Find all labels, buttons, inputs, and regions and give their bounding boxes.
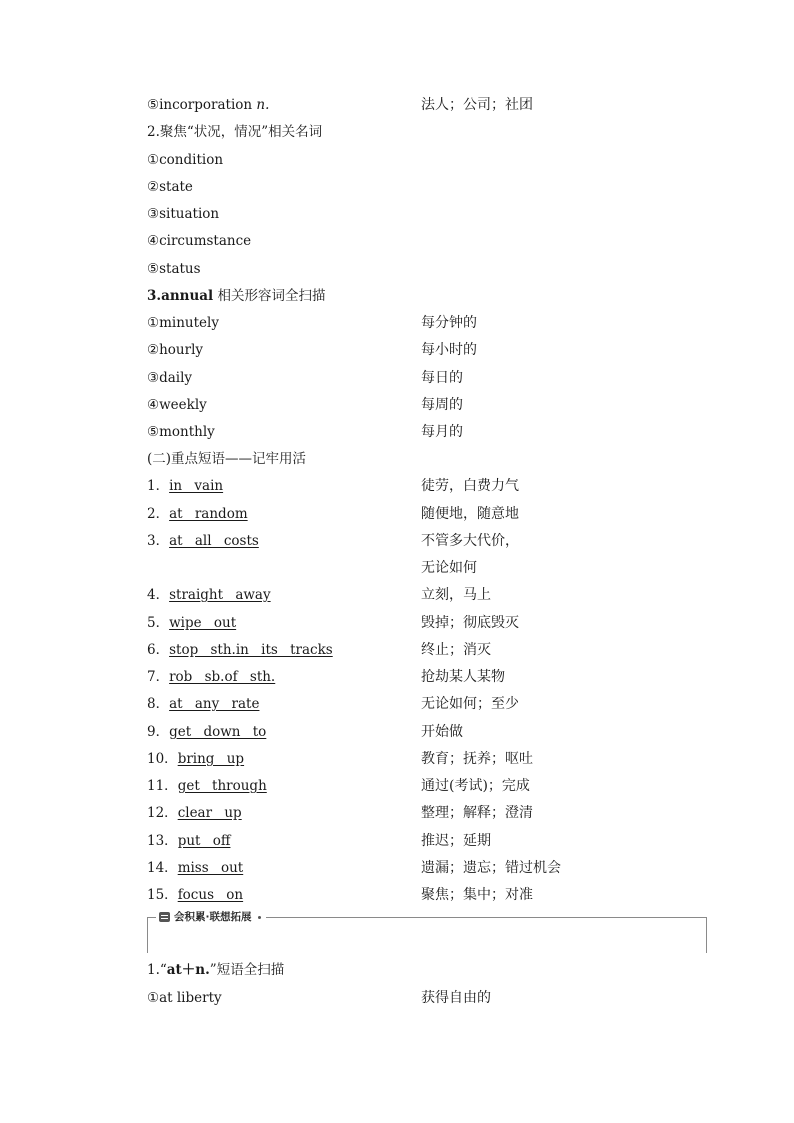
- phrase-text: rob sb.of sth.: [169, 669, 276, 685]
- phrase-number: 5．: [147, 615, 170, 631]
- adjective-meaning: 每小时的: [421, 342, 477, 358]
- at-phrase-meaning: 获得自由的: [421, 990, 491, 1006]
- phrase-text: wipe out: [169, 615, 237, 631]
- phrase-meaning: 推迟；延期: [421, 833, 491, 849]
- phrase-number: 1．: [147, 478, 170, 494]
- phrase-meaning: 随便地，随意地: [421, 506, 519, 522]
- phrase-row: [147, 476, 707, 496]
- notes-icon: [159, 912, 170, 922]
- phrase-row: [147, 640, 707, 660]
- phrase-number: 3．: [147, 533, 170, 549]
- part-of-speech: n.: [256, 97, 270, 113]
- phrase-row: [147, 776, 707, 796]
- at-phrase-term: ①at liberty: [147, 990, 222, 1006]
- noun-item: ①condition: [147, 152, 224, 168]
- phrase-meaning-continued: 无论如何: [421, 560, 477, 576]
- adjective-row: [147, 368, 707, 388]
- phrase-number: 6．: [147, 642, 170, 658]
- adjective-meaning: 每周的: [421, 397, 463, 413]
- phrase-row: [147, 667, 707, 687]
- phrases-heading: (二)重点短语——记牢用活: [147, 451, 307, 467]
- phrase-row: [147, 831, 707, 851]
- adjective-term: ③daily: [147, 370, 193, 386]
- phrase-text: at all costs: [169, 533, 259, 549]
- noun-item: ⑤status: [147, 261, 201, 277]
- phrase-row: [147, 531, 707, 551]
- phrase-meaning: 遗漏；遗忘；错过机会: [421, 860, 561, 876]
- adjective-meaning: 每分钟的: [421, 315, 477, 331]
- phrase-number: 15．: [147, 887, 178, 903]
- phrase-text: put off: [177, 833, 231, 849]
- phrase-meaning: 不管多大代价，: [421, 533, 519, 549]
- box-title-text: 会积累·联想拓展: [174, 911, 252, 923]
- phrase-number: 4．: [147, 587, 170, 603]
- phrase-number: 7．: [147, 669, 170, 685]
- phrase-meaning: 开始做: [421, 724, 463, 740]
- noun-item: ④circumstance: [147, 233, 252, 249]
- box-title: [156, 909, 266, 925]
- adjective-meaning: 每日的: [421, 370, 463, 386]
- noun-item: ③situation: [147, 206, 220, 222]
- accumulation-box: [147, 911, 707, 953]
- adjective-term: ⑤monthly: [147, 424, 215, 440]
- phrase-number: 9．: [147, 724, 170, 740]
- phrase-text: focus on: [177, 887, 244, 903]
- heading-prefix: 1.“: [147, 962, 167, 978]
- vocab-term: ⑤incorporation: [147, 97, 257, 113]
- phrase-row: [147, 722, 707, 742]
- phrase-text: bring up: [177, 751, 245, 767]
- adjective-row: [147, 313, 707, 333]
- phrase-text: in vain: [169, 478, 224, 494]
- phrase-text: get through: [177, 778, 267, 794]
- phrase-meaning: 整理；解释；澄清: [421, 805, 533, 821]
- phrase-text: miss out: [177, 860, 244, 876]
- phrase-number: 11．: [147, 778, 178, 794]
- phrase-text: get down to: [169, 724, 267, 740]
- phrase-row: [147, 585, 707, 605]
- phrase-text: straight away: [169, 587, 271, 603]
- phrase-number: 14．: [147, 860, 178, 876]
- adjective-term: ①minutely: [147, 315, 219, 331]
- at-phrases-heading: [147, 960, 707, 980]
- phrase-number: 13．: [147, 833, 178, 849]
- vocab-meaning: 法人；公司；社团: [421, 97, 533, 113]
- heading-suffix: ”短语全扫描: [209, 962, 285, 978]
- adjective-term: ④weekly: [147, 397, 207, 413]
- phrase-number: 8．: [147, 696, 170, 712]
- vocab-row: [147, 95, 707, 115]
- phrase-text: at random: [169, 506, 248, 522]
- phrase-number: 10．: [147, 751, 178, 767]
- phrase-meaning: 通过(考试)；完成: [421, 778, 530, 794]
- phrase-text: stop sth.in its tracks: [169, 642, 333, 658]
- at-phrase-row: [147, 988, 707, 1008]
- section-heading-2: 2.聚焦“状况，情况”相关名词: [147, 124, 323, 140]
- phrase-meaning: 毁掉；彻底毁灭: [421, 615, 519, 631]
- phrase-row: [147, 504, 707, 524]
- phrase-meaning: 终止；消灭: [421, 642, 491, 658]
- phrase-meaning: 抢劫某人某物: [421, 669, 505, 685]
- phrase-row: [147, 885, 707, 905]
- phrase-row: [147, 694, 707, 714]
- heading-bold-part: 3.annual: [147, 288, 214, 304]
- phrase-row: [147, 803, 707, 823]
- dot-icon: [258, 916, 261, 919]
- phrase-meaning: 无论如何；至少: [421, 696, 519, 712]
- phrase-meaning: 教育；抚养；呕吐: [421, 751, 533, 767]
- phrase-row: [147, 613, 707, 633]
- adjective-row: [147, 395, 707, 415]
- adjective-meaning: 每月的: [421, 424, 463, 440]
- adjective-term: ②hourly: [147, 342, 204, 358]
- heading-rest: 相关形容词全扫描: [213, 288, 326, 304]
- phrase-meaning: 立刻，马上: [421, 587, 491, 603]
- section-heading-3: [147, 286, 707, 306]
- phrase-text: at any rate: [169, 696, 260, 712]
- adjective-row: [147, 422, 707, 442]
- phrase-row: [147, 749, 707, 769]
- phrase-number: 2．: [147, 506, 170, 522]
- phrase-meaning: 徒劳，白费力气: [421, 478, 519, 494]
- phrase-text: clear up: [177, 805, 242, 821]
- noun-item: ②state: [147, 179, 193, 195]
- phrase-meaning: 聚焦；集中；对准: [421, 887, 533, 903]
- phrase-row: [147, 858, 707, 878]
- phrase-row-continued: [147, 558, 707, 578]
- adjective-row: [147, 340, 707, 360]
- phrase-number: 12．: [147, 805, 178, 821]
- heading-bold-part: at＋n.: [166, 962, 210, 978]
